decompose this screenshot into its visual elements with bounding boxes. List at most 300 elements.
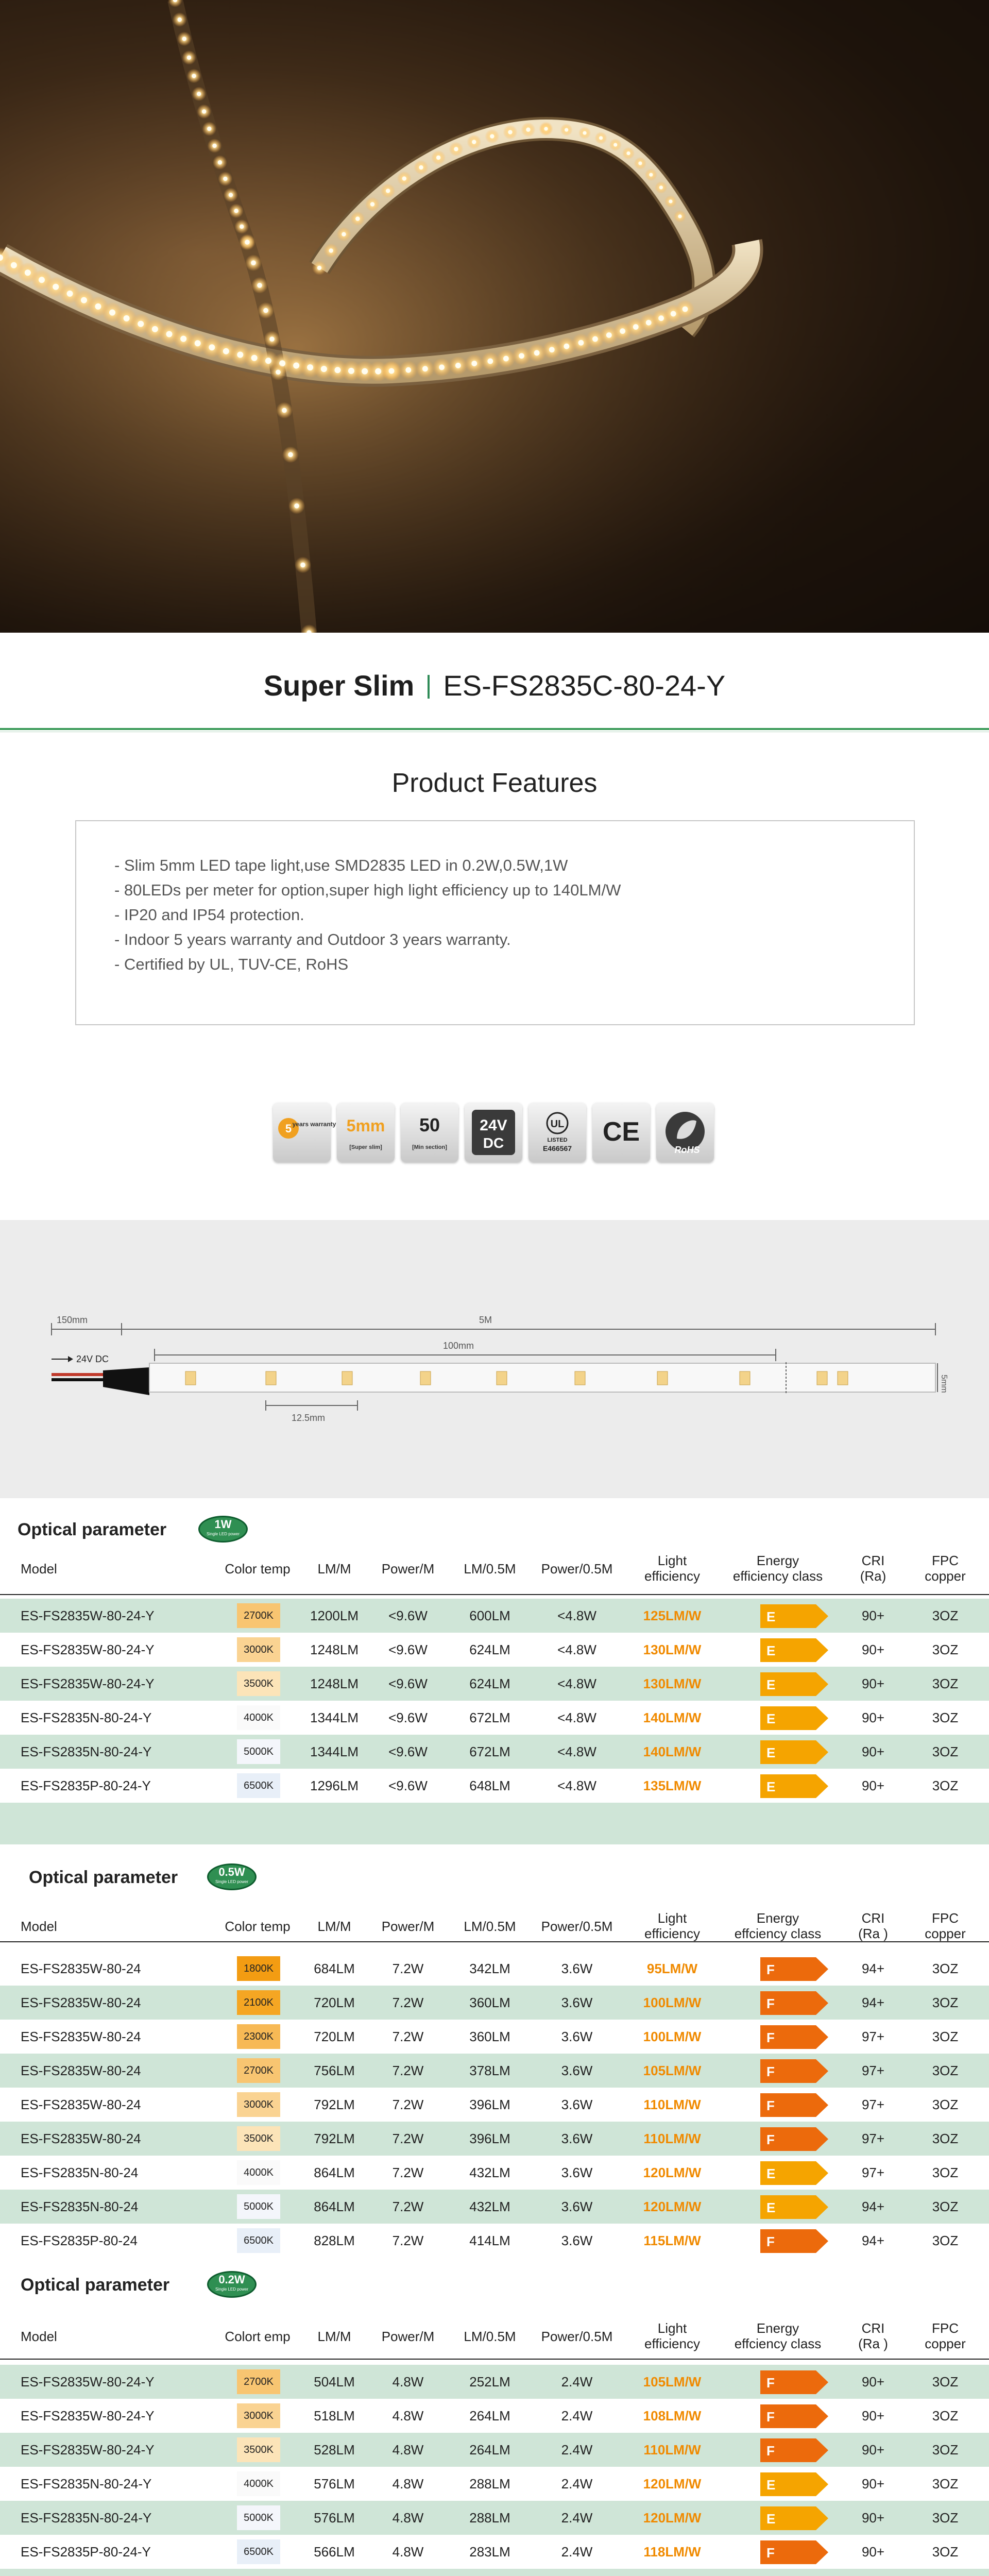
cell-eff: 110LM/W: [643, 2097, 701, 2112]
energy-class-letter: F: [766, 2545, 775, 2561]
column-header-line: Energy: [756, 2320, 799, 2336]
energy-class-arrow: [760, 2195, 828, 2219]
cell-pm: 7.2W: [392, 1995, 424, 2010]
cell-lm5: 624LM: [469, 1642, 510, 1657]
column-header-lmm: [301, 1561, 368, 1577]
cell-model: ES-FS2835W-80-24: [21, 1961, 141, 1976]
column-header-cct: [221, 1919, 294, 1934]
feature-item: - 80LEDs per meter for option,super high light efficiency up to 140LM/W: [114, 881, 621, 899]
cell-pm: <9.6W: [388, 1778, 428, 1793]
ce-mark: CE: [602, 1117, 640, 1147]
led-chip: [81, 297, 87, 303]
led-chip: [202, 109, 206, 113]
led-chip: [362, 368, 368, 375]
cell-fpc: 3OZ: [932, 1642, 959, 1657]
led-chip: [266, 1371, 276, 1385]
led-chip: [282, 408, 287, 413]
cell-cri: 94+: [861, 1995, 885, 2010]
cell-fpc: 3OZ: [932, 2476, 959, 2492]
led-chip: [300, 563, 305, 568]
led-chip: [646, 320, 652, 326]
cell-fpc: 3OZ: [932, 2199, 959, 2214]
led-chip: [575, 1371, 585, 1385]
led-chip: [678, 214, 681, 218]
cell-fpc: 3OZ: [932, 2165, 959, 2180]
column-header-line: CRI: [861, 2320, 885, 2336]
led-chip: [195, 340, 201, 346]
energy-class-letter: F: [766, 2409, 775, 2425]
column-header-line: FPC: [932, 1910, 959, 1926]
cell-cri: 90+: [861, 2544, 885, 2560]
led-chip: [229, 193, 233, 197]
led-chip: [838, 1371, 848, 1385]
power-badge-value: 0.2W: [218, 2273, 245, 2286]
cut-label: [Min section]: [412, 1144, 447, 1150]
table-row: [0, 2190, 989, 2224]
led-chip: [138, 321, 144, 327]
table-row: [0, 1986, 989, 2020]
cell-lmm: 792LM: [314, 2097, 355, 2112]
cell-p5: <4.8W: [557, 1676, 596, 1691]
cell-fpc: 3OZ: [932, 2029, 959, 2044]
led-chip: [454, 147, 458, 151]
cell-pm: 4.8W: [392, 2510, 424, 2526]
column-header-cri: [845, 1553, 901, 1584]
led-chip: [218, 160, 222, 164]
energy-class-arrow: [760, 1638, 828, 1662]
cell-lm5: 396LM: [469, 2131, 510, 2146]
column-header-line: CRI: [861, 1910, 885, 1926]
led-chip: [276, 369, 281, 375]
cell-lmm: 576LM: [314, 2510, 355, 2526]
led-chip: [257, 283, 262, 288]
led-chip: [187, 56, 191, 60]
cell-cri: 90+: [861, 2408, 885, 2424]
cell-p5: 3.6W: [561, 2097, 593, 2112]
led-chip: [185, 1371, 196, 1385]
cell-cri: 90+: [861, 1778, 885, 1793]
cell-pm: <9.6W: [388, 1642, 428, 1657]
cell-lm5: 672LM: [469, 1710, 510, 1725]
column-header-fpc: [912, 2320, 979, 2351]
cell-lmm: 1248LM: [310, 1642, 359, 1657]
table-row: [0, 1735, 989, 1769]
product-line: Super Slim: [263, 669, 415, 702]
column-header-cls: [726, 1910, 829, 1941]
led-chip: [436, 156, 440, 160]
led-chip: [95, 303, 101, 310]
cell-lm5: 342LM: [469, 1961, 510, 1976]
cell-lmm: 720LM: [314, 2029, 355, 2044]
color-temp-swatch: 4000K: [237, 2471, 280, 2496]
divider-line: [0, 728, 989, 730]
strip-width-label: 5mm: [940, 1375, 948, 1393]
cell-pm: 7.2W: [392, 2131, 424, 2146]
led-chip: [197, 92, 201, 96]
column-header-eff: [628, 1910, 716, 1941]
led-chip: [626, 151, 630, 155]
led-pitch-label: 12.5mm: [292, 1413, 326, 1423]
feature-item: - Indoor 5 years warranty and Outdoor 3 years warranty.: [114, 930, 511, 948]
led-chip: [11, 262, 17, 268]
column-header-line: CRI: [861, 1553, 885, 1568]
cell-lmm: 528LM: [314, 2442, 355, 2458]
cell-p5: 3.6W: [561, 1995, 593, 2010]
cell-cri: 97+: [861, 2131, 885, 2146]
cell-lm5: 283LM: [469, 2544, 510, 2560]
column-header-line: (Ra ): [858, 2336, 888, 2351]
table-row: [0, 2399, 989, 2433]
energy-class-arrow: [760, 2127, 828, 2151]
cell-pm: 4.8W: [392, 2476, 424, 2492]
cell-fpc: 3OZ: [932, 1961, 959, 1976]
led-chip: [620, 328, 625, 334]
cell-pm: 4.8W: [392, 2442, 424, 2458]
cell-pm: 4.8W: [392, 2408, 424, 2424]
cell-lm5: 600LM: [469, 1608, 510, 1623]
table-row: [0, 1701, 989, 1735]
column-header-lm5: [451, 1919, 528, 1934]
led-chip: [251, 260, 256, 265]
column-header-line: Light: [657, 1910, 687, 1926]
led-chip: [334, 367, 340, 373]
column-header-line: copper: [925, 2336, 966, 2351]
cell-eff: 140LM/W: [643, 1744, 702, 1759]
cell-p5: 3.6W: [561, 2029, 593, 2044]
cell-model: ES-FS2835P-80-24: [21, 2233, 138, 2248]
led-chip: [472, 140, 476, 144]
energy-class-arrow: [760, 2093, 828, 2117]
cell-cri: 90+: [861, 2476, 885, 2492]
led-chip: [39, 277, 45, 283]
cell-fpc: 3OZ: [932, 2442, 959, 2458]
cell-lm5: 432LM: [469, 2199, 510, 2214]
cell-eff: 120LM/W: [643, 2165, 702, 2180]
led-chip: [180, 336, 186, 342]
energy-class-letter: F: [766, 2064, 775, 2079]
energy-class-letter: F: [766, 2443, 775, 2459]
feature-item: - Certified by UL, TUV-CE, RoHS: [114, 955, 349, 973]
cell-lm5: 672LM: [469, 1744, 510, 1759]
cell-lmm: 504LM: [314, 2374, 355, 2389]
cell-eff: 105LM/W: [643, 2374, 702, 2389]
led-chip: [269, 336, 275, 342]
column-header-line: Power/M: [381, 1561, 435, 1577]
led-chip: [192, 74, 196, 78]
cell-model: ES-FS2835P-80-24-Y: [21, 1778, 151, 1793]
table-row: [0, 2088, 989, 2122]
cell-fpc: 3OZ: [932, 1744, 959, 1759]
energy-class-arrow: [760, 1706, 828, 1730]
input-voltage-label: 24V DC: [76, 1354, 109, 1364]
cell-cri: 90+: [861, 1642, 885, 1657]
table-row: [0, 2535, 989, 2569]
led-chip: [342, 1371, 352, 1385]
cell-eff: 108LM/W: [643, 2408, 702, 2424]
led-chip: [342, 232, 346, 236]
cell-eff: 95LM/W: [646, 1961, 698, 1976]
table-row: [0, 1599, 989, 1633]
led-chip: [422, 366, 428, 371]
cell-pm: <9.6W: [388, 1710, 428, 1725]
column-header-model: [21, 1919, 216, 1934]
title-separator: [428, 675, 430, 699]
cell-cri: 90+: [861, 1744, 885, 1759]
led-chip: [223, 177, 227, 181]
total-length-label: 5M: [479, 1315, 492, 1325]
cell-model: ES-FS2835N-80-24-Y: [21, 1710, 152, 1725]
color-temp-swatch: 5000K: [237, 2505, 280, 2530]
cell-lmm: 1200LM: [310, 1608, 359, 1623]
cell-cri: 90+: [861, 1710, 885, 1725]
energy-class-arrow: [760, 1604, 828, 1628]
cell-lm5: 432LM: [469, 2165, 510, 2180]
cell-lmm: 1344LM: [310, 1744, 359, 1759]
energy-class-arrow: [760, 2229, 828, 2253]
led-chip: [25, 269, 31, 276]
led-chip: [638, 161, 642, 165]
color-temp-swatch: 2100K: [237, 1990, 280, 2015]
cell-lmm: 756LM: [314, 2063, 355, 2078]
cell-lmm: 576LM: [314, 2476, 355, 2492]
table-row: [0, 2433, 989, 2467]
table-row: [0, 2020, 989, 2054]
column-header-lm5: [451, 1561, 528, 1577]
column-header-line: Color temp: [225, 1919, 291, 1934]
cell-model: ES-FS2835N-80-24: [21, 2199, 139, 2214]
cell-fpc: 3OZ: [932, 1710, 959, 1725]
energy-class-letter: E: [766, 2511, 776, 2527]
led-chip: [251, 355, 258, 361]
table-row: [0, 2467, 989, 2501]
cell-p5: 3.6W: [561, 2165, 593, 2180]
cell-cri: 97+: [861, 2097, 885, 2112]
cell-cri: 97+: [861, 2165, 885, 2180]
led-chip: [549, 347, 555, 352]
energy-class-arrow: [760, 1740, 828, 1764]
voltage-value: 24V: [480, 1117, 507, 1134]
column-header-line: Power/0.5M: [541, 1561, 613, 1577]
led-chip: [375, 368, 381, 375]
led-chip: [182, 37, 186, 41]
color-temp-swatch: 3500K: [237, 1671, 280, 1696]
column-header-eff: [628, 1553, 716, 1584]
column-header-pm: [372, 1919, 444, 1934]
led-chip: [223, 348, 229, 354]
table-footer-band: [0, 2569, 989, 2576]
energy-class-arrow: [760, 2370, 828, 2394]
led-chip: [455, 363, 461, 368]
cell-p5: 3.6W: [561, 2233, 593, 2248]
led-chip: [293, 363, 299, 369]
cell-pm: 4.8W: [392, 2544, 424, 2560]
led-chip: [212, 144, 216, 148]
column-header-line: Power/0.5M: [541, 1919, 613, 1934]
led-chip: [503, 356, 509, 362]
energy-class-letter: E: [766, 1609, 776, 1624]
column-header-pm: [372, 2329, 444, 2344]
led-chip: [124, 315, 130, 321]
cell-model: ES-FS2835N-80-24-Y: [21, 1744, 152, 1759]
cell-lm5: 360LM: [469, 1995, 510, 2010]
cell-eff: 100LM/W: [643, 1995, 702, 2010]
cell-model: ES-FS2835W-80-24: [21, 2029, 141, 2044]
led-chip: [564, 344, 569, 349]
cell-lm5: 414LM: [469, 2233, 510, 2248]
cell-pm: <9.6W: [388, 1676, 428, 1691]
cell-model: ES-FS2835W-80-24-Y: [21, 1642, 155, 1657]
color-temp-swatch: 3000K: [237, 1637, 280, 1662]
color-temp-swatch: 1800K: [237, 1956, 280, 1981]
svg-text:UL: UL: [550, 1118, 565, 1130]
led-chip: [317, 266, 321, 270]
led-chip: [234, 209, 238, 213]
cell-p5: 2.4W: [561, 2510, 593, 2526]
energy-class-arrow: [760, 2438, 828, 2462]
product-title: [0, 669, 989, 702]
cell-lm5: 264LM: [469, 2408, 510, 2424]
column-header-line: Light: [657, 2320, 687, 2336]
column-header-line: Power/M: [381, 2329, 435, 2344]
rohs-icon: [656, 1103, 714, 1162]
color-temp-swatch: 2700K: [237, 2058, 280, 2083]
cell-p5: 2.4W: [561, 2374, 593, 2389]
column-header-line: Color temp: [225, 1561, 291, 1577]
cell-lm5: 288LM: [469, 2476, 510, 2492]
led-chip: [669, 199, 672, 203]
cell-fpc: 3OZ: [932, 2374, 959, 2389]
energy-class-letter: E: [766, 1711, 776, 1726]
voltage-icon: [465, 1103, 522, 1162]
led-chip: [613, 143, 617, 146]
product-model: ES-FS2835C-80-24-Y: [443, 669, 726, 702]
led-chip: [659, 185, 663, 189]
cell-model: ES-FS2835W-80-24: [21, 2131, 141, 2146]
cell-lmm: 518LM: [314, 2408, 355, 2424]
cell-fpc: 3OZ: [932, 1995, 959, 2010]
cell-pm: 7.2W: [392, 2097, 424, 2112]
column-header-lm5: [451, 2329, 528, 2344]
ul-listed-icon: [528, 1103, 586, 1162]
energy-class-letter: E: [766, 2477, 776, 2493]
cell-pm: <9.6W: [388, 1744, 428, 1759]
optical-parameter-heading: Optical parameter: [21, 2275, 170, 2295]
column-header-fpc: [912, 1553, 979, 1584]
column-header-line: LM/M: [317, 1561, 351, 1577]
led-chip: [245, 240, 250, 245]
led-chip: [671, 311, 676, 317]
cell-model: ES-FS2835W-80-24-Y: [21, 1676, 155, 1691]
color-temp-swatch: 6500K: [237, 2539, 280, 2564]
cell-model: ES-FS2835W-80-24: [21, 2097, 141, 2112]
led-chip: [544, 127, 548, 130]
cell-p5: 2.4W: [561, 2408, 593, 2424]
led-chip: [599, 136, 603, 140]
led-strip-illustration: [0, 0, 989, 633]
led-chip: [487, 359, 493, 364]
color-temp-swatch: 2300K: [237, 2024, 280, 2049]
table-row: [0, 2122, 989, 2156]
energy-class-arrow: [760, 2161, 828, 2185]
led-chip: [405, 367, 411, 373]
column-header-eff: [628, 2320, 716, 2351]
width-label: [Super slim]: [349, 1144, 382, 1150]
led-chip: [519, 353, 524, 359]
column-header-line: copper: [925, 1568, 966, 1584]
table-row: [0, 2501, 989, 2535]
column-header-cct: [221, 1561, 294, 1577]
column-header-line: Energy: [756, 1910, 799, 1926]
led-chip: [109, 310, 115, 316]
led-chip: [633, 324, 639, 330]
led-chip: [583, 131, 586, 134]
led-chip: [386, 189, 390, 193]
column-header-model: [21, 1561, 216, 1577]
hero-photo: [0, 0, 989, 633]
warranty-icon: [273, 1103, 336, 1162]
color-temp-swatch: 5000K: [237, 1739, 280, 1764]
column-header-line: FPC: [932, 2320, 959, 2336]
cell-cri: 94+: [861, 2233, 885, 2248]
width-value: 5mm: [346, 1116, 385, 1135]
column-header-lmm: [301, 1919, 368, 1934]
energy-class-letter: F: [766, 2098, 775, 2113]
led-chip: [606, 332, 612, 338]
energy-class-arrow: [760, 1672, 828, 1696]
led-chip: [419, 165, 423, 170]
cell-model: ES-FS2835W-80-24: [21, 1995, 141, 2010]
energy-class-letter: E: [766, 1745, 776, 1760]
cell-p5: <4.8W: [557, 1642, 596, 1657]
cell-lmm: 828LM: [314, 2233, 355, 2248]
warranty-years: 5: [285, 1122, 292, 1135]
cell-p5: 2.4W: [561, 2442, 593, 2458]
feature-item: - IP20 and IP54 protection.: [114, 906, 304, 924]
cell-eff: 140LM/W: [643, 1710, 702, 1725]
ce-mark-icon: [592, 1103, 650, 1162]
column-header-line: efficiency: [644, 1926, 700, 1941]
section-length-label: 100mm: [443, 1341, 474, 1351]
column-header-lmm: [301, 2329, 368, 2344]
cell-fpc: 3OZ: [932, 1608, 959, 1623]
cell-cri: 94+: [861, 1961, 885, 1976]
cell-fpc: 3OZ: [932, 2233, 959, 2248]
cell-cri: 90+: [861, 2374, 885, 2389]
column-header-line: efficiency: [644, 1568, 700, 1584]
cell-model: ES-FS2835W-80-24-Y: [21, 2408, 155, 2424]
rohs-label: RoHS: [674, 1145, 700, 1155]
column-header-line: copper: [925, 1926, 966, 1941]
energy-class-letter: F: [766, 2234, 775, 2249]
column-header-line: Power/M: [381, 1919, 435, 1934]
cell-pm: 7.2W: [392, 2199, 424, 2214]
features-list: [114, 853, 621, 977]
cell-pm: 4.8W: [392, 2374, 424, 2389]
cell-cri: 97+: [861, 2029, 885, 2044]
ul-listed-label: LISTED: [547, 1137, 568, 1143]
cell-fpc: 3OZ: [932, 2510, 959, 2526]
cell-pm: 7.2W: [392, 2063, 424, 2078]
cell-fpc: 3OZ: [932, 2408, 959, 2424]
width-icon: [337, 1103, 395, 1162]
dimension-diagram: [0, 1220, 989, 1498]
cell-lmm: 864LM: [314, 2199, 355, 2214]
led-chip: [67, 291, 73, 297]
cell-eff: 120LM/W: [643, 2476, 702, 2492]
power-badge: [207, 2271, 257, 2298]
cell-fpc: 3OZ: [932, 2544, 959, 2560]
column-header-cls: [726, 1553, 829, 1584]
